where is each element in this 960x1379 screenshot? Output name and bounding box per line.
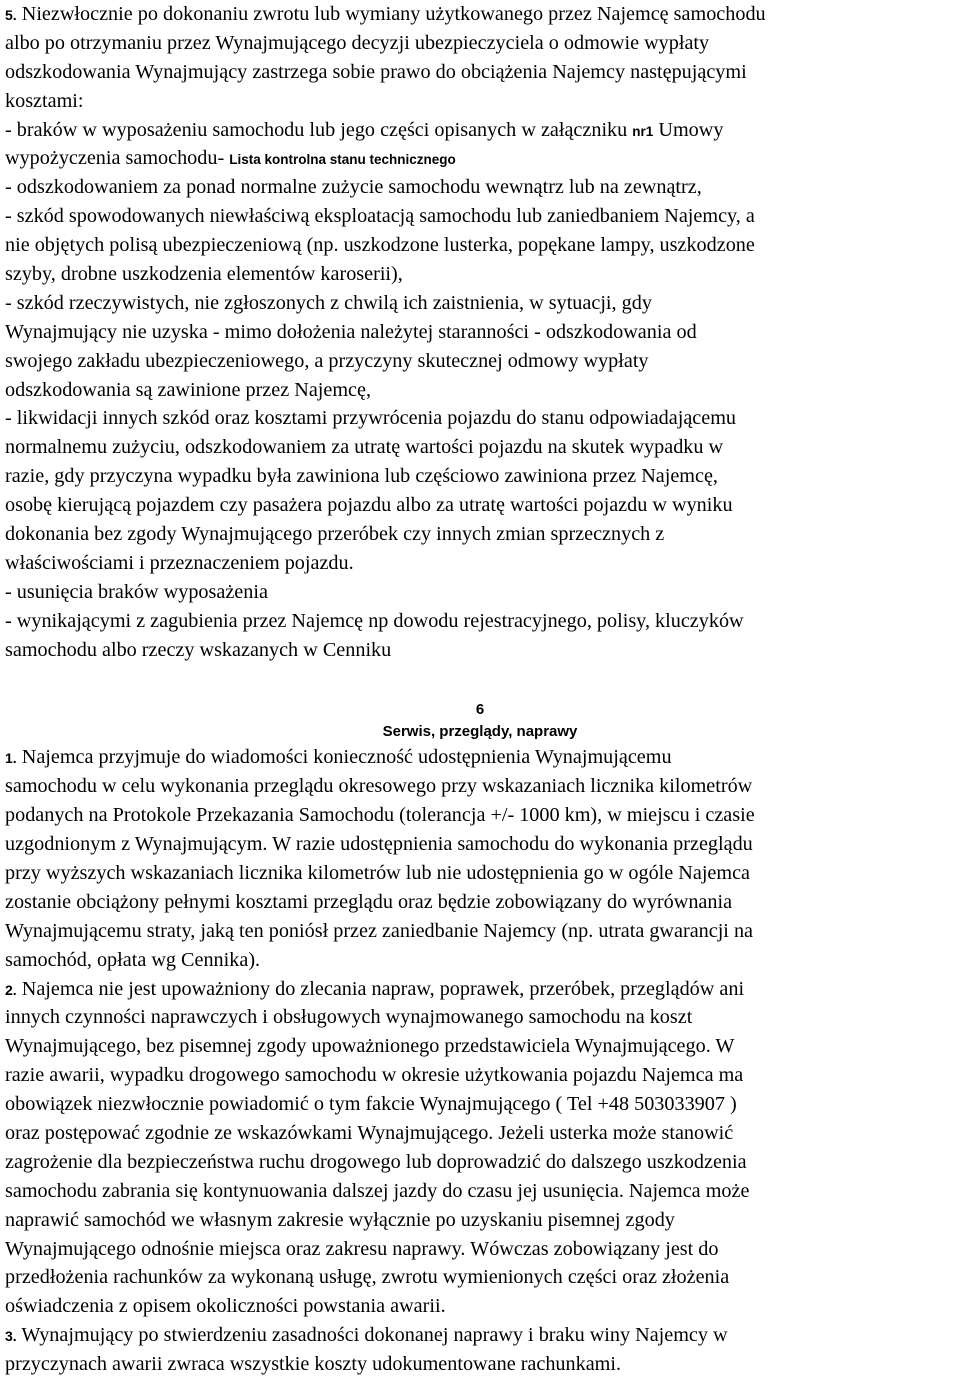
paragraph-text: Wynajmujący po stwierdzeniu zasadności dokonanej naprawy i braku winy Najemcy w — [16, 1324, 728, 1347]
paragraph-line: samochód, opłata wg Cennika). — [5, 948, 261, 971]
paragraph-line: przy wyższych wskazaniach licznika kilometrów lub nie udostępnienia go w ogóle Najemca — [5, 861, 751, 884]
paragraph-line: zostanie obciążony pełnymi kosztami przeglądu oraz będzie zobowiązany do wyrównania — [5, 890, 733, 913]
paragraph-line: normalnemu zużyciu, odszkodowaniem za utratę wartości pojazdu na skutek wypadku w — [5, 436, 724, 459]
paragraph-line — [5, 0, 955, 29]
paragraph-text: - braków w wyposażeniu samochodu lub jego części opisanych w załączniku — [5, 118, 633, 141]
paragraph-line — [5, 743, 955, 772]
paragraph-line: samochodu zabrania się kontynuowania dalszej jazdy do czasu jej usunięcia. Najemca może — [5, 1179, 750, 1202]
paragraph-line: kosztami: — [5, 89, 84, 112]
paragraph-line: - usunięcia braków wyposażenia — [5, 580, 268, 603]
paragraph-line: podanych na Protokole Przekazania Samochodu (tolerancja +/- 1000 km), w miejscu i czasie — [5, 804, 755, 827]
paragraph-line: Wynajmującemu straty, jaką ten poniósł przez zaniedbanie Najemcy (np. utrata gwarancji na — [5, 919, 754, 942]
paragraph-line: samochodu albo rzeczy wskazanych w Cenniku — [5, 638, 392, 661]
paragraph-line: - likwidacji innych szkód oraz kosztami przywrócenia pojazdu do stanu odpowiadającemu — [5, 407, 736, 430]
checklist-reference: Lista kontrolna stanu technicznego — [229, 152, 456, 168]
section-title: Serwis, przeglądy, naprawy — [382, 723, 578, 741]
paragraph-number: 3. — [5, 1328, 17, 1345]
paragraph-line: zagrożenie dla bezpieczeństwa ruchu drogowego lub doprowadzić do dalszego uszkodzenia — [5, 1150, 747, 1173]
paragraph-line: Wynajmującego odnośnie miejsca oraz zakresu naprawy. Wówczas zobowiązany jest do — [5, 1237, 719, 1260]
paragraph-line: nie objętych polisą ubezpieczeniową (np. uszkodzone lusterka, popękane lampy, uszkodzone — [5, 234, 755, 257]
paragraph-line — [5, 144, 955, 173]
paragraph-line: dokonania bez zgody Wynajmującego przeróbek czy innych zmian sprzecznych z — [5, 523, 665, 546]
paragraph-text: Niezwłocznie po dokonaniu zwrotu lub wymiany użytkowanego przez Najemcę samochodu — [16, 3, 766, 25]
paragraph-line: albo po otrzymaniu przez Wynajmującego decyzji ubezpieczyciela o odmowie wypłaty — [5, 31, 710, 54]
paragraph-text: Najemca przyjmuje do wiadomości konieczność udostępnienia Wynajmującemu — [16, 746, 672, 769]
paragraph-line — [5, 116, 955, 145]
paragraph-number: 1. — [5, 750, 17, 767]
paragraph-line: przyczynach awarii zwraca wszystkie koszty udokumentowane rachunkami. — [5, 1353, 622, 1376]
paragraph-line: obowiązek niezwłocznie powiadomić o tym fakcie Wynajmującego ( Tel +48 503033907 ) — [5, 1093, 737, 1116]
paragraph-line: naprawić samochód we własnym zakresie wyłącznie po uzyskaniu pisemnej zgody — [5, 1208, 675, 1231]
annex-reference: nr1 — [632, 123, 654, 139]
paragraph-line: swojego zakładu ubezpieczeniowego, a przyczyny skutecznej odmowy wypłaty — [5, 349, 649, 372]
paragraph-line: szyby, drobne uszkodzenia elementów karoserii), — [5, 263, 403, 286]
paragraph-number: 2. — [5, 981, 17, 998]
paragraph-line: - szkód rzeczywistych, nie zgłoszonych z chwilą ich zaistnienia, w sytuacji, gdy — [5, 291, 652, 314]
paragraph-line — [5, 975, 955, 1004]
spacer — [5, 664, 955, 693]
paragraph-line: - odszkodowaniem za ponad normalne zużycie samochodu wewnątrz lub na zewnątrz, — [5, 176, 702, 199]
paragraph-text: Umowy — [653, 118, 724, 141]
paragraph-line: razie, gdy przyczyna wypadku była zawiniona lub częściowo zawiniona przez Najemcę, — [5, 465, 718, 488]
section-number: 6 — [475, 701, 485, 719]
paragraph-text: wypożyczenia samochodu- — [5, 147, 230, 170]
paragraph-line: Wynajmujący nie uzyska - mimo dołożenia należytej staranności - odszkodowania od — [5, 320, 697, 343]
paragraph-line: - szkód spowodowanych niewłaściwą eksploatacją samochodu lub zaniedbaniem Najemcy, a — [5, 205, 755, 228]
paragraph-line: oraz postępować zgodnie ze wskazówkami Wynajmującego. Jeżeli usterka może stanowić — [5, 1121, 734, 1144]
paragraph-line: Wynajmującego, bez pisemnej zgody upoważnionego przedstawiciela Wynajmującego. W — [5, 1035, 735, 1058]
paragraph-line: odszkodowania są zawinione przez Najemcę, — [5, 378, 372, 401]
paragraph-line: osobę kierującą pojazdem czy pasażera pojazdu albo za utratę wartości pojazdu w wyniku — [5, 494, 733, 517]
document-page — [5, 0, 955, 1379]
paragraph-text: Najemca nie jest upoważniony do zlecania napraw, poprawek, przeróbek, przeglądów ani — [16, 977, 745, 1000]
paragraph-line: razie awarii, wypadku drogowego samochodu w okresie użytkowania pojazdu Najemca ma — [5, 1064, 744, 1087]
paragraph-line: - wynikającymi z zagubienia przez Najemcę np dowodu rejestracyjnego, polisy, kluczyków — [5, 609, 744, 632]
paragraph-line: samochodu w celu wykonania przeglądu okresowego przy wskazaniach licznika kilometrów — [5, 775, 753, 798]
paragraph-line: uzgodnionym z Wynajmującym. W razie udostępnienia samochodu do wykonania przeglądu — [5, 833, 753, 856]
paragraph-line: właściwościami i przeznaczeniem pojazdu. — [5, 551, 354, 574]
paragraph-line: przedłożenia rachunków za wykonaną usługę, zwrotu wymienionych części oraz złożenia — [5, 1266, 730, 1289]
paragraph-line — [5, 1321, 955, 1350]
paragraph-line: odszkodowania Wynajmujący zastrzega sobie prawo do obciążenia Najemcy następującymi — [5, 60, 747, 83]
paragraph-line: oświadczenia z opisem okoliczności powstania awarii. — [5, 1295, 446, 1318]
paragraph-number: 5. — [5, 7, 17, 23]
paragraph-line: innych czynności naprawczych i obsługowych wynajmowanego samochodu na koszt — [5, 1006, 693, 1029]
